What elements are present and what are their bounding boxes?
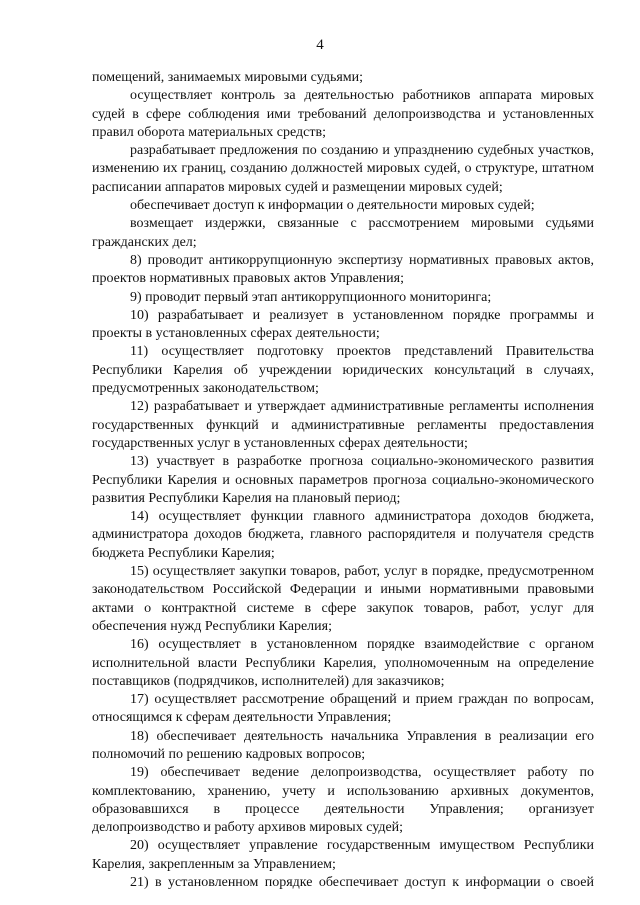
paragraph: 9) проводит первый этап антикоррупционного мониторинга; [130, 289, 492, 305]
paragraph: осуществляет контроль за деятельностью работников аппарата мировых судей в сфере соблюдения ими требований делопроизводства и установленных правил оборота материальных средств; [92, 88, 594, 140]
paragraph: 21) в установленном порядке обеспечивает доступ к информации о своей [130, 875, 594, 891]
paragraph: возмещает издержки, связанные с рассмотрением мировыми судьями гражданских дел; [92, 216, 594, 250]
paragraph: 19) обеспечивает ведение делопроизводства, осуществляет работу по комплектованию, хранению, учету и использованию архивных документов, образовавшихся в процессе деятельности Управления; организует делопроизводство и работу архивов мировых судей; [92, 765, 594, 836]
page-number: 4 [316, 37, 324, 53]
document-body [92, 69, 594, 892]
paragraph: 14) осуществляет функции главного администратора доходов бюджета, администратора доходов бюджета, главного распорядителя и получателя средств бюджета Республики Карелия; [92, 509, 594, 561]
paragraph: 17) осуществляет рассмотрение обращений и прием граждан по вопросам, относящимся к сферам деятельности Управления; [92, 692, 594, 726]
paragraph: разрабатывает предложения по созданию и упразднению судебных участков, изменению их границ, созданию должностей мировых судей, о структуре, штатном расписании аппаратов мировых судей и размещении мировых судей; [92, 143, 594, 195]
paragraph: 15) осуществляет закупки товаров, работ, услуг в порядке, предусмотренном законодательством Российской Федерации и иными нормативными правовыми актами о контрактной системе в сфере закупок товаров, работ, услуг для обеспечения нужд Республики Карелия; [92, 564, 594, 634]
paragraph: 11) осуществляет подготовку проектов представлений Правительства Республики Карелия об учреждении юридических консультаций в случаях, предусмотренных законодательством; [92, 344, 594, 397]
paragraph: 12) разрабатывает и утверждает административные регламенты исполнения государственных функций и административные регламенты предоставления государственных услуг в установленных сферах деятельности; [92, 399, 594, 451]
paragraph: обеспечивает доступ к информации о деятельности мировых судей; [130, 198, 535, 214]
paragraph: 13) участвует в разработке прогноза социально-экономического развития Республики Карелия и основных параметров прогноза социально-экономического развития Республики Карелия на плановый период; [92, 454, 594, 506]
paragraph: 16) осуществляет в установленном порядке взаимодействие с органом исполнительной власти Республики Карелия, уполномоченным на определение поставщиков (подрядчиков, исполнителей) для заказчиков; [92, 637, 594, 689]
paragraph: 18) обеспечивает деятельность начальника Управления в реализации его полномочий по решению кадровых вопросов; [92, 728, 594, 762]
paragraph: 8) проводит антикоррупционную экспертизу нормативных правовых актов, проектов нормативных правовых актов Управления; [92, 252, 594, 287]
paragraph: 10) разрабатывает и реализует в установленном порядке программы и проекты в установленных сферах деятельности; [92, 307, 594, 342]
paragraph: помещений, занимаемых мировыми судьями; [92, 70, 364, 85]
paragraph: 20) осуществляет управление государственным имуществом Республики Карелия, закрепленным за Управлением; [92, 838, 594, 872]
